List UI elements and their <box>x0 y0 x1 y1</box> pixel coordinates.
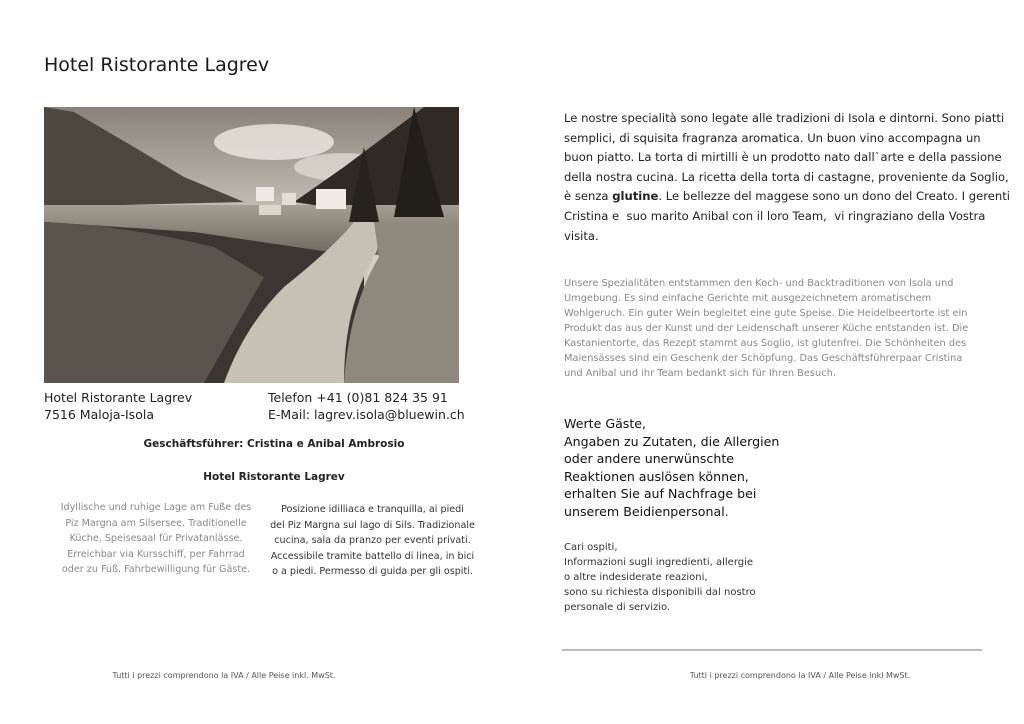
text-line: buon piatto. La torta di mirtilli è un prodotto nato dall`arte e della passione <box>564 150 1002 165</box>
management-line: Geschäftsführer: Cristina e Anibal Ambrosio <box>143 438 405 450</box>
text-line: della nostra cucina. La ricetta della torta di castagne, proveniente da Soglio, <box>564 169 1009 184</box>
text-line: Maiensässes sind ein Geschenk der Schöpfung. Das Geschäftsführerpaar Cristina <box>564 353 963 364</box>
page-title: Hotel Ristorante Lagrev <box>44 54 270 76</box>
text-line: Produkt das aus der Kunst und der Leidenschaft unserer Küche entstanden ist. Die <box>564 323 969 334</box>
text-line: erhalten Sie auf Nachfrage bei <box>564 486 757 502</box>
hotel-city: 7516 Maloja-Isola <box>44 407 154 422</box>
text-line: o altre indesiderate reazioni, <box>564 572 708 583</box>
divider <box>562 649 982 651</box>
allergen-notice-german <box>564 415 779 521</box>
text-line: del Piz Margna sul lago di Sils. Tradizionale <box>270 519 475 531</box>
text-line: Posizione idilliaca e tranquilla, ai piedi <box>281 504 464 515</box>
allergen-notice-italian <box>564 540 756 615</box>
text-line: Piz Margna am Silsersee. Traditionelle <box>65 517 247 529</box>
text-line: Angaben zu Zutaten, die Allergien <box>564 433 780 449</box>
hotel-contact <box>268 389 465 423</box>
text-line: Unsere Spezialitäten entstammen den Koch- und Backtraditionen von Isola und <box>564 278 954 289</box>
text-line: Idyllische und ruhige Lage am Fuße des <box>60 502 252 513</box>
text-line: Accessibile tramite battello di linea, in bici <box>270 550 475 562</box>
gluten-emphasis: glutine <box>612 189 659 204</box>
text-line: Umgebung. Es sind einfache Gerichte mit ausgezeichnetem aromatischem <box>564 293 932 304</box>
footer-left: Tutti i prezzi comprendono la IVA / Alle Peise inkl. MwSt. <box>112 671 336 680</box>
specialties-german <box>564 276 968 381</box>
text-line: Kastanientorte, das Rezept stammt aus Soglio, ist glutenfrei. Die Schönheiten des <box>564 338 967 349</box>
description-german <box>56 500 256 578</box>
text-fragment: è senza <box>564 189 613 204</box>
text-line: Cristina e suo marito Anibal con il loro Team, vi ringraziano della Vostra <box>564 208 986 223</box>
text-line: personale di servizio. <box>564 602 671 613</box>
text-line: oder andere unerwünschte <box>564 451 735 467</box>
text-line: Informazioni sugli ingredienti, allergie <box>564 557 754 568</box>
text-line: Werte Gäste, <box>564 416 647 431</box>
footer-right: Tutti i prezzi comprendono la IVA / Alle Peise inkl MwSt. <box>689 671 911 680</box>
hotel-subtitle: Hotel Ristorante Lagrev <box>203 471 345 483</box>
text-line: cucina, sala da pranzo per eventi privati. <box>274 535 471 546</box>
text-line: Wohlgeruch. Ein guter Wein begleitet eine gute Speise. Die Heidelbeertorte ist ein <box>564 308 968 319</box>
description-italian <box>270 502 475 580</box>
text-line: visita. <box>564 228 599 243</box>
hotel-name: Hotel Ristorante Lagrev <box>44 390 193 405</box>
text-line: o a piedi. Permesso di guida per gli ospiti. <box>272 566 473 577</box>
text-line: Erreichbar via Kursschiff, per Fahrrad <box>67 548 245 560</box>
text-line: unserem Beidienpersonal. <box>564 503 729 519</box>
text-line <box>564 187 1010 207</box>
text-line: semplici, di squisita fragranza aromatica. Un buon vino accompagna un <box>564 130 981 145</box>
text-line: oder zu Fuß. Fahrbewilligung für Gäste. <box>61 564 251 575</box>
text-fragment: . Le bellezze del maggese sono un dono del Creato. I gerenti <box>658 189 1011 204</box>
text-line: Küche, Speisesaal für Privatanlässe. <box>69 533 243 544</box>
landscape-photo <box>44 107 459 383</box>
text-line: Le nostre specialità sono legate alle tradizioni di Isola e dintorni. Sono piatti <box>564 111 1005 125</box>
specialties-italian <box>564 109 1010 246</box>
text-line: und Anibal und ihr Team bedankt sich für Ihren Besuch. <box>564 368 836 379</box>
text-line: sono su richiesta disponibili dal nostro <box>564 587 756 598</box>
hotel-address <box>44 389 192 423</box>
text-line: Cari ospiti, <box>564 542 618 553</box>
email-address[interactable]: E-Mail: lagrev.isola@bluewin.ch <box>268 407 465 422</box>
phone-number: Telefon +41 (0)81 824 35 91 <box>268 390 448 405</box>
text-line: Reaktionen auslösen können, <box>564 468 749 484</box>
